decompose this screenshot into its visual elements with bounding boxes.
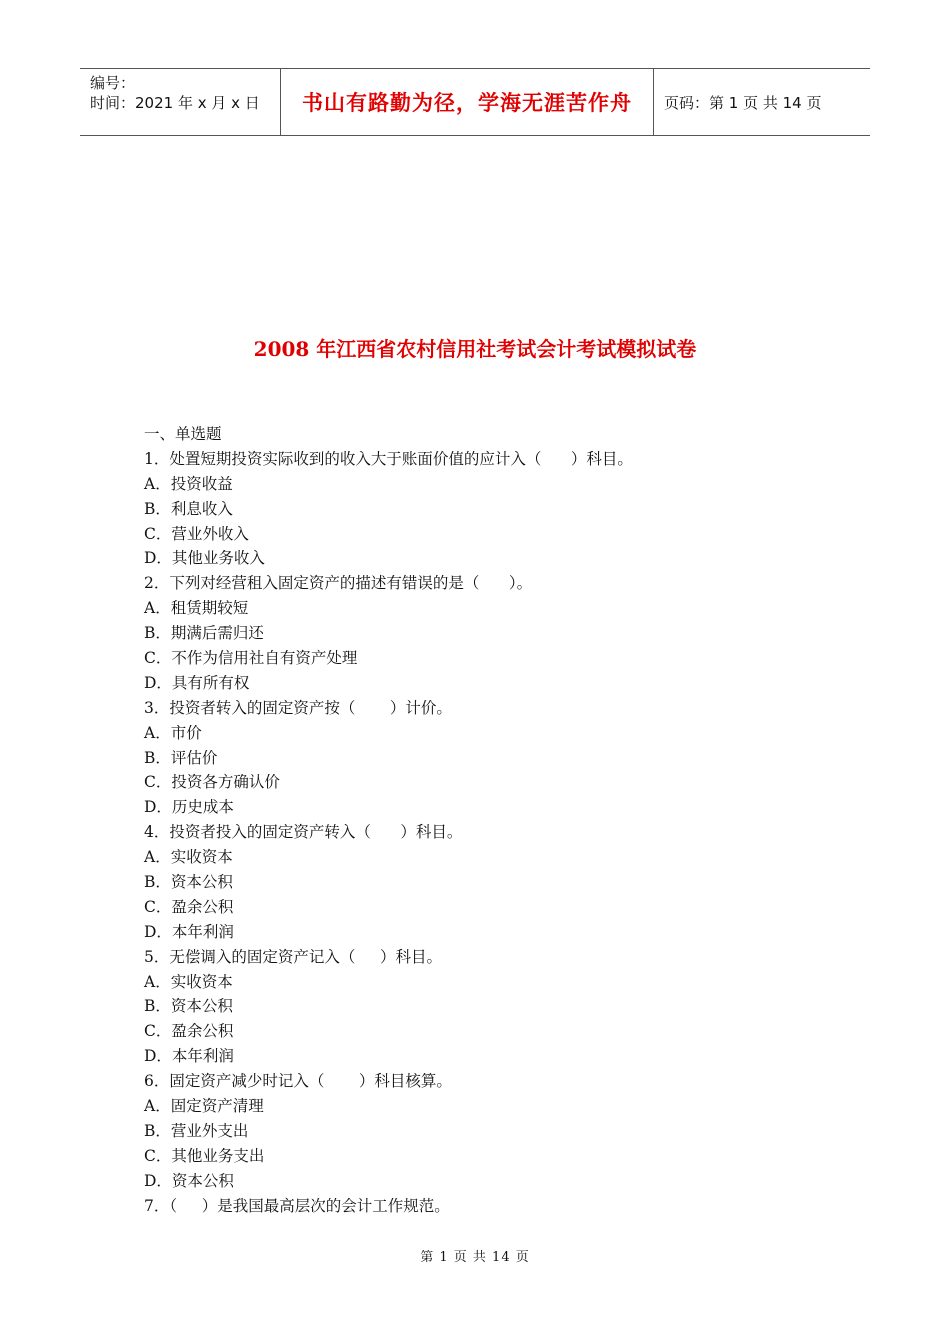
option-line: A．实收资本 bbox=[144, 972, 233, 991]
option-line: B．利息收入 bbox=[144, 499, 233, 518]
option-line: C．投资各方确认价 bbox=[144, 773, 280, 792]
option-line: B．营业外支出 bbox=[144, 1121, 249, 1140]
option-line: B．资本公积 bbox=[144, 997, 233, 1016]
option-line: A．固定资产清理 bbox=[144, 1097, 264, 1116]
option-line: D．历史成本 bbox=[144, 798, 234, 817]
option-line: B．资本公积 bbox=[144, 873, 233, 892]
option-line: A．投资收益 bbox=[144, 474, 233, 493]
header-middle-cell bbox=[281, 69, 654, 135]
page-code: 页码：第 1 页 共 14 页 bbox=[664, 93, 822, 112]
option-line: B．期满后需归还 bbox=[144, 624, 264, 643]
page-footer: 第 1 页 共 14 页 bbox=[420, 1250, 530, 1265]
header-table bbox=[80, 68, 870, 136]
option-line: D．本年利润 bbox=[144, 922, 234, 941]
question-5: 5．无偿调入的固定资产记入（ ）科目。 bbox=[144, 947, 442, 966]
section-heading: 一、单选题 bbox=[144, 425, 222, 443]
option-line: A．实收资本 bbox=[144, 848, 233, 867]
option-line: C．盈余公积 bbox=[144, 1022, 234, 1041]
question-1: 1．处置短期投资实际收到的收入大于账面价值的应计入（ ）科目。 bbox=[144, 449, 633, 468]
question-4: 4．投资者投入的固定资产转入（ ）科目。 bbox=[144, 823, 463, 842]
question-6: 6．固定资产减少时记入（ ）科目核算。 bbox=[144, 1072, 452, 1091]
question-2: 2．下列对经营租入固定资产的描述有错误的是（ ）。 bbox=[144, 574, 533, 593]
option-line: C．不作为信用社自有资产处理 bbox=[144, 649, 358, 668]
number-label: 编号： bbox=[90, 74, 136, 92]
motto: 书山有路勤为径，学海无涯苦作舟 bbox=[302, 91, 632, 115]
option-line: D．本年利润 bbox=[144, 1047, 234, 1066]
option-line: C．其他业务支出 bbox=[144, 1146, 265, 1165]
option-line: D．其他业务收入 bbox=[144, 549, 265, 568]
header-left-cell bbox=[80, 69, 281, 135]
header-right-cell bbox=[654, 69, 870, 135]
option-line: D．资本公积 bbox=[144, 1171, 234, 1190]
question-3: 3．投资者转入的固定资产按（ ）计价。 bbox=[144, 698, 452, 717]
option-line: C．营业外收入 bbox=[144, 524, 249, 543]
option-line: B．评估价 bbox=[144, 748, 218, 767]
option-line: A．市价 bbox=[144, 723, 202, 742]
option-line: C．盈余公积 bbox=[144, 897, 234, 916]
time-label: 时间：2021 年 x 月 x 日 bbox=[90, 94, 260, 112]
question-list bbox=[144, 422, 844, 1219]
option-line: A．租赁期较短 bbox=[144, 599, 249, 618]
document-title: 2008 年江西省农村信用社考试会计考试模拟试卷 bbox=[253, 337, 697, 361]
option-line: D．具有所有权 bbox=[144, 673, 250, 692]
question-7: 7．（ ）是我国最高层次的会计工作规范。 bbox=[144, 1196, 450, 1215]
